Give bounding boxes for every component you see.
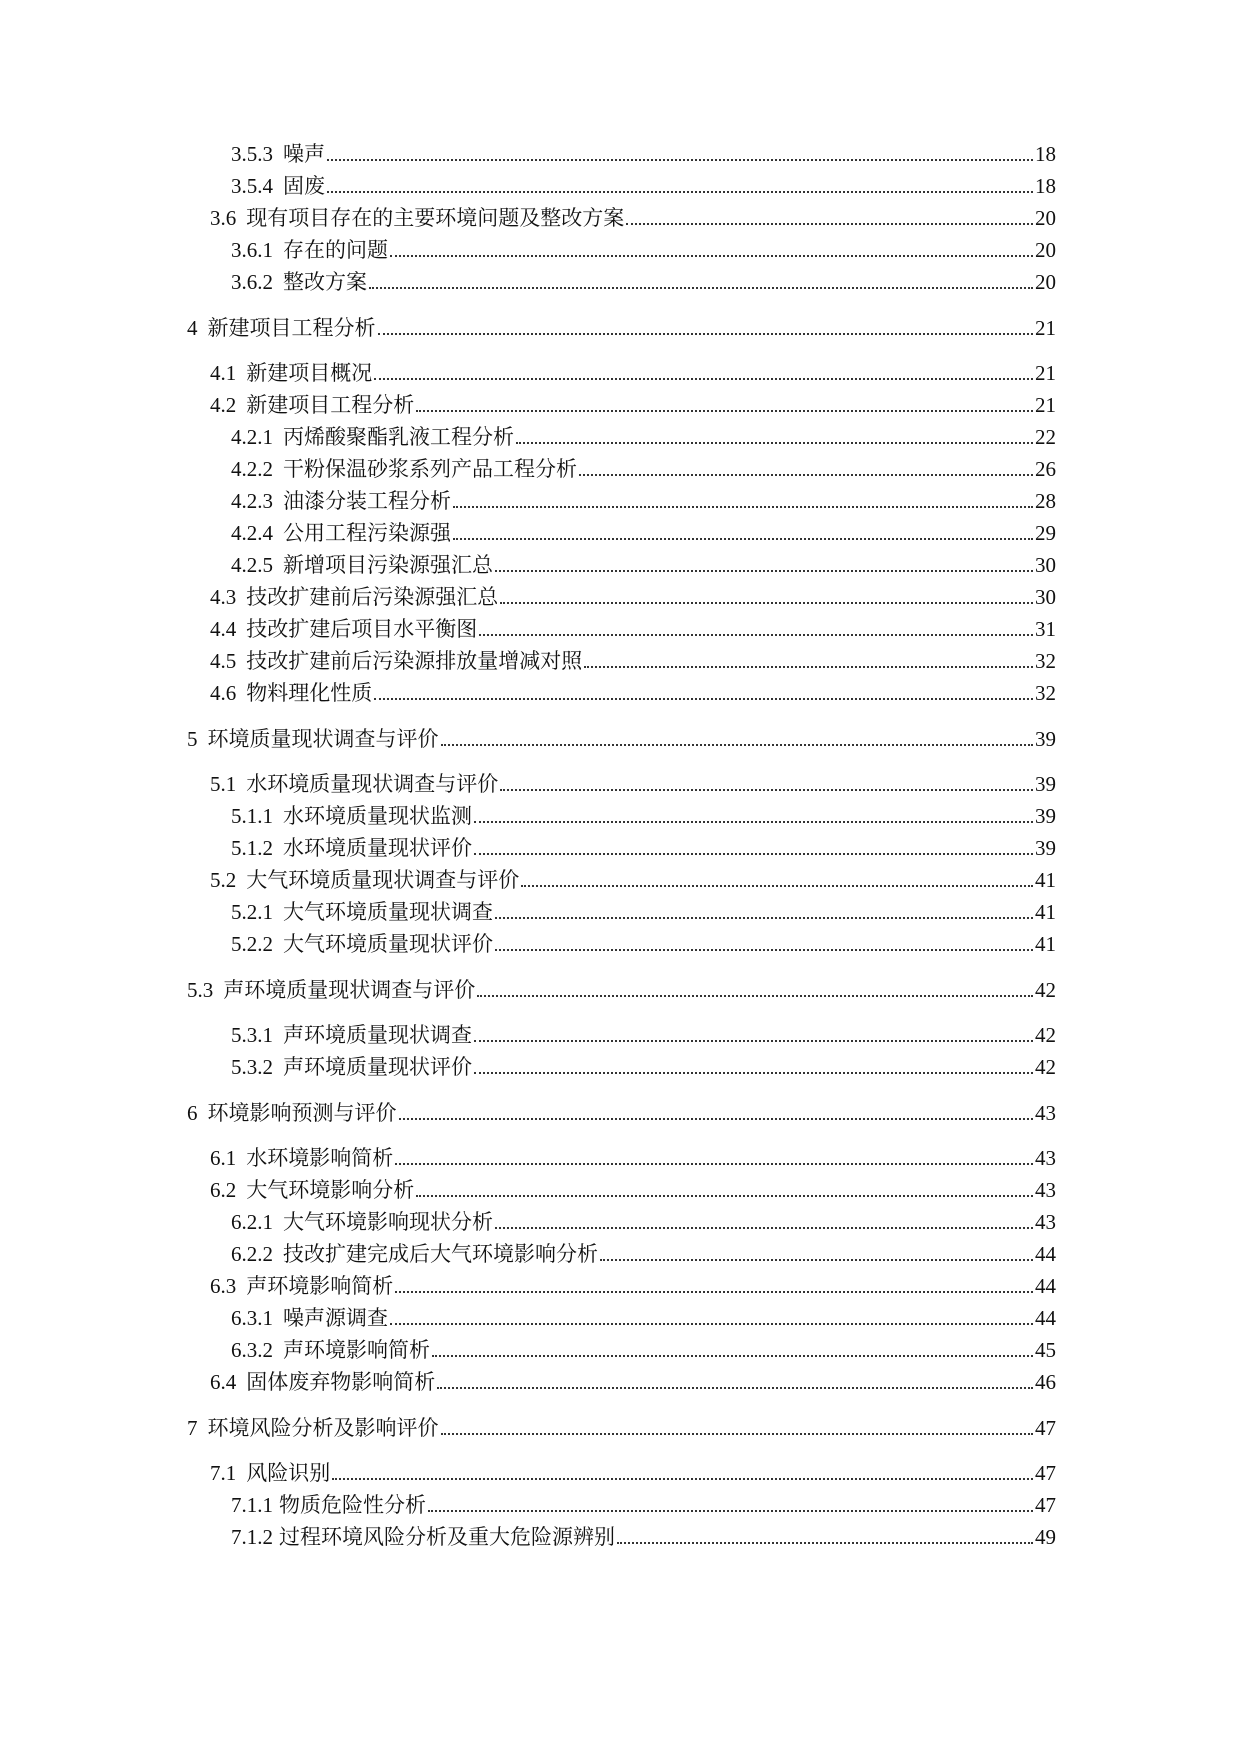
toc-entry[interactable] bbox=[210, 388, 1056, 418]
toc-entry[interactable] bbox=[231, 233, 1056, 263]
toc-entry-page: 30 bbox=[1035, 553, 1056, 577]
toc-entry-title: 水环境质量现状评价 bbox=[283, 836, 472, 860]
toc-entry-number: 6.4 bbox=[210, 1370, 237, 1394]
toc-dot-leader bbox=[521, 883, 1033, 887]
toc-entry-title: 大气环境影响现状分析 bbox=[283, 1210, 493, 1234]
toc-dot-leader bbox=[495, 568, 1033, 572]
toc-entry-title: 整改方案 bbox=[283, 270, 367, 294]
toc-entry-number: 4.4 bbox=[210, 617, 237, 641]
toc-dot-leader bbox=[374, 696, 1033, 700]
toc-entry[interactable] bbox=[210, 1365, 1056, 1395]
toc-entry-number: 5.1 bbox=[210, 772, 237, 796]
toc-entry-page: 43 bbox=[1035, 1146, 1056, 1170]
toc-entry-page: 20 bbox=[1035, 206, 1056, 230]
toc-entry-page: 39 bbox=[1035, 804, 1056, 828]
toc-entry[interactable] bbox=[231, 484, 1056, 514]
toc-entry-title: 噪声源调查 bbox=[283, 1306, 388, 1330]
toc-entry[interactable] bbox=[210, 201, 1056, 231]
toc-entry[interactable] bbox=[231, 420, 1056, 450]
toc-dot-leader bbox=[332, 1476, 1033, 1480]
toc-dot-leader bbox=[327, 189, 1033, 193]
toc-entry-page: 42 bbox=[1035, 978, 1056, 1002]
toc-entry[interactable] bbox=[210, 1141, 1056, 1171]
toc-dot-leader bbox=[416, 1193, 1033, 1197]
toc-entry-page: 18 bbox=[1035, 174, 1056, 198]
toc-entry-page: 18 bbox=[1035, 142, 1056, 166]
toc-entry-page: 32 bbox=[1035, 649, 1056, 673]
toc-entry-title: 大气环境质量现状评价 bbox=[283, 932, 493, 956]
toc-dot-leader bbox=[437, 1385, 1033, 1389]
toc-entry-title: 声环境质量现状评价 bbox=[283, 1055, 472, 1079]
toc-entry[interactable] bbox=[187, 973, 1056, 1003]
toc-entry-number: 3.6.1 bbox=[231, 238, 273, 262]
toc-entry-number: 6.2 bbox=[210, 1178, 237, 1202]
toc-entry-title: 物质危险性分析 bbox=[279, 1493, 426, 1517]
toc-entry-number: 3.6.2 bbox=[231, 270, 273, 294]
toc-entry-number: 7.1.2 bbox=[231, 1525, 273, 1549]
toc-dot-leader bbox=[416, 408, 1033, 412]
toc-entry-page: 43 bbox=[1035, 1101, 1056, 1125]
toc-entry-page: 47 bbox=[1035, 1461, 1056, 1485]
toc-entry-page: 47 bbox=[1035, 1416, 1056, 1440]
toc-entry-title: 环境影响预测与评价 bbox=[207, 1101, 397, 1125]
toc-entry[interactable] bbox=[231, 137, 1056, 167]
toc-entry-page: 41 bbox=[1035, 868, 1056, 892]
toc-entry-number: 4.2.1 bbox=[231, 425, 273, 449]
toc-entry[interactable] bbox=[231, 1205, 1056, 1235]
toc-entry-title: 物料理化性质 bbox=[246, 681, 373, 705]
toc-dot-leader bbox=[617, 1540, 1033, 1544]
toc-entry-title: 大气环境质量现状调查 bbox=[283, 900, 493, 924]
toc-entry-page: 28 bbox=[1035, 489, 1056, 513]
toc-entry-title: 干粉保温砂浆系列产品工程分析 bbox=[283, 457, 577, 481]
toc-entry[interactable] bbox=[231, 799, 1056, 829]
toc-entry-page: 30 bbox=[1035, 585, 1056, 609]
toc-entry-page: 42 bbox=[1035, 1055, 1056, 1079]
toc-dot-leader bbox=[500, 787, 1033, 791]
toc-entry-number: 5.3.1 bbox=[231, 1023, 273, 1047]
toc-entry-title: 新增项目污染源强汇总 bbox=[283, 553, 493, 577]
toc-entry[interactable] bbox=[187, 1096, 1056, 1126]
toc-entry[interactable] bbox=[231, 1333, 1056, 1363]
toc-dot-leader bbox=[477, 993, 1033, 997]
toc-entry-title: 新建项目工程分析 bbox=[246, 393, 415, 417]
toc-entry-title: 油漆分装工程分析 bbox=[283, 489, 451, 513]
toc-entry-page: 22 bbox=[1035, 425, 1056, 449]
toc-entry-number: 6.3 bbox=[210, 1274, 237, 1298]
toc-entry-title: 水环境质量现状调查与评价 bbox=[246, 772, 499, 796]
toc-entry-page: 29 bbox=[1035, 521, 1056, 545]
toc-entry-page: 20 bbox=[1035, 238, 1056, 262]
toc-entry-number: 5.2.1 bbox=[231, 900, 273, 924]
toc-dot-leader bbox=[327, 157, 1033, 161]
toc-dot-leader bbox=[374, 376, 1033, 380]
toc-entry[interactable] bbox=[210, 356, 1056, 386]
toc-entry-number: 4.2 bbox=[210, 393, 237, 417]
toc-entry-page: 39 bbox=[1035, 772, 1056, 796]
toc-entry-title: 丙烯酸聚酯乳液工程分析 bbox=[283, 425, 514, 449]
toc-dot-leader bbox=[378, 331, 1034, 335]
toc-entry-number: 5.3 bbox=[187, 978, 214, 1002]
toc-entry-number: 6.3.1 bbox=[231, 1306, 273, 1330]
toc-dot-leader bbox=[441, 742, 1034, 746]
toc-dot-leader bbox=[390, 253, 1033, 257]
toc-dot-leader bbox=[474, 819, 1033, 823]
toc-entry-number: 6.2.1 bbox=[231, 1210, 273, 1234]
toc-entry-title: 技改扩建前后污染源排放量增减对照 bbox=[246, 649, 583, 673]
toc-dot-leader bbox=[428, 1508, 1033, 1512]
toc-entry-number: 5.1.1 bbox=[231, 804, 273, 828]
toc-entry[interactable] bbox=[231, 1018, 1056, 1048]
toc-entry-title: 新建项目工程分析 bbox=[207, 316, 376, 340]
toc-entry[interactable] bbox=[210, 676, 1056, 706]
toc-entry[interactable] bbox=[187, 722, 1056, 752]
toc-entry-title: 新建项目概况 bbox=[246, 361, 373, 385]
toc-entry-title: 现有项目存在的主要环境问题及整改方案 bbox=[246, 206, 625, 230]
toc-entry-number: 6.2.2 bbox=[231, 1242, 273, 1266]
toc-entry-page: 41 bbox=[1035, 900, 1056, 924]
toc-entry-page: 39 bbox=[1035, 727, 1056, 751]
toc-dot-leader bbox=[369, 285, 1033, 289]
toc-entry-number: 7.1 bbox=[210, 1461, 237, 1485]
toc-entry-number: 4.2.5 bbox=[231, 553, 273, 577]
toc-entry-page: 49 bbox=[1035, 1525, 1056, 1549]
toc-entry-page: 44 bbox=[1035, 1274, 1056, 1298]
toc-dot-leader bbox=[516, 440, 1033, 444]
toc-entry[interactable] bbox=[231, 169, 1056, 199]
toc-dot-leader bbox=[395, 1289, 1033, 1293]
toc-entry-number: 4.2.3 bbox=[231, 489, 273, 513]
toc-entry-title: 声环境质量现状调查 bbox=[283, 1023, 472, 1047]
toc-entry-title: 存在的问题 bbox=[283, 238, 388, 262]
toc-entry-number: 7.1.1 bbox=[231, 1493, 273, 1517]
toc-entry-number: 5 bbox=[187, 727, 198, 751]
toc-entry-page: 44 bbox=[1035, 1306, 1056, 1330]
toc-dot-leader bbox=[479, 632, 1033, 636]
toc-entry-number: 4 bbox=[187, 316, 198, 340]
toc-dot-leader bbox=[500, 600, 1033, 604]
toc-entry[interactable] bbox=[231, 1520, 1056, 1550]
toc-dot-leader bbox=[474, 1038, 1033, 1042]
toc-entry[interactable] bbox=[210, 612, 1056, 642]
toc-entry-title: 固体废弃物影响简析 bbox=[246, 1370, 436, 1394]
toc-entry-number: 6 bbox=[187, 1101, 198, 1125]
toc-entry-page: 46 bbox=[1035, 1370, 1056, 1394]
toc-dot-leader bbox=[579, 472, 1033, 476]
toc-entry[interactable] bbox=[231, 927, 1056, 957]
toc-entry-page: 45 bbox=[1035, 1338, 1056, 1362]
toc-entry[interactable] bbox=[231, 1237, 1056, 1267]
toc-entry[interactable] bbox=[187, 1411, 1056, 1441]
toc-dot-leader bbox=[441, 1431, 1034, 1435]
toc-entry-page: 21 bbox=[1035, 393, 1056, 417]
toc-dot-leader bbox=[432, 1353, 1033, 1357]
toc-entry-number: 6.1 bbox=[210, 1146, 237, 1170]
toc-entry-title: 技改扩建前后污染源强汇总 bbox=[246, 585, 499, 609]
toc-entry-title: 技改扩建完成后大气环境影响分析 bbox=[283, 1242, 598, 1266]
toc-entry-title: 公用工程污染源强 bbox=[283, 521, 451, 545]
toc-entry-number: 5.2.2 bbox=[231, 932, 273, 956]
toc-entry-page: 43 bbox=[1035, 1210, 1056, 1234]
toc-entry-number: 7 bbox=[187, 1416, 198, 1440]
toc-entry-number: 5.1.2 bbox=[231, 836, 273, 860]
toc-entry[interactable] bbox=[210, 767, 1056, 797]
toc-entry-number: 3.5.3 bbox=[231, 142, 273, 166]
toc-entry[interactable] bbox=[231, 1050, 1056, 1080]
toc-entry-page: 41 bbox=[1035, 932, 1056, 956]
toc-entry[interactable] bbox=[231, 895, 1056, 925]
toc-dot-leader bbox=[390, 1321, 1033, 1325]
toc-entry-page: 39 bbox=[1035, 836, 1056, 860]
toc-dot-leader bbox=[600, 1257, 1033, 1261]
toc-entry-title: 大气环境影响分析 bbox=[246, 1178, 415, 1202]
toc-entry[interactable] bbox=[210, 863, 1056, 893]
toc-entry[interactable] bbox=[231, 265, 1056, 295]
toc-dot-leader bbox=[474, 851, 1033, 855]
toc-entry-title: 声环境影响简析 bbox=[246, 1274, 394, 1298]
toc-dot-leader bbox=[495, 1225, 1033, 1229]
toc-dot-leader bbox=[399, 1116, 1034, 1120]
toc-entry[interactable] bbox=[231, 452, 1056, 482]
toc-entry-number: 4.3 bbox=[210, 585, 237, 609]
toc-entry[interactable] bbox=[210, 1269, 1056, 1299]
toc-entry-title: 水环境影响简析 bbox=[246, 1146, 394, 1170]
toc-entry[interactable] bbox=[210, 580, 1056, 610]
toc-dot-leader bbox=[495, 915, 1033, 919]
toc-entry-title: 声环境质量现状调查与评价 bbox=[223, 978, 476, 1002]
toc-dot-leader bbox=[584, 664, 1033, 668]
toc-entry-page: 44 bbox=[1035, 1242, 1056, 1266]
toc-entry[interactable] bbox=[231, 1301, 1056, 1331]
toc-entry-title: 水环境质量现状监测 bbox=[283, 804, 472, 828]
toc-dot-leader bbox=[453, 536, 1033, 540]
toc-entry-page: 32 bbox=[1035, 681, 1056, 705]
toc-entry-page: 42 bbox=[1035, 1023, 1056, 1047]
toc-dot-leader bbox=[395, 1161, 1033, 1165]
toc-entry-number: 6.3.2 bbox=[231, 1338, 273, 1362]
toc-entry[interactable] bbox=[231, 516, 1056, 546]
toc-entry-title: 技改扩建后项目水平衡图 bbox=[246, 617, 478, 641]
toc-entry-title: 环境质量现状调查与评价 bbox=[207, 727, 439, 751]
toc-dot-leader bbox=[474, 1070, 1033, 1074]
toc-entry-page: 43 bbox=[1035, 1178, 1056, 1202]
toc-dot-leader bbox=[453, 504, 1033, 508]
toc-entry-page: 47 bbox=[1035, 1493, 1056, 1517]
toc-dot-leader bbox=[626, 221, 1033, 225]
toc-entry[interactable] bbox=[210, 1456, 1056, 1486]
toc-entry-number: 3.5.4 bbox=[231, 174, 273, 198]
toc-entry-title: 过程环境风险分析及重大危险源辨别 bbox=[279, 1525, 615, 1549]
toc-entry[interactable] bbox=[231, 831, 1056, 861]
toc-entry[interactable] bbox=[210, 1173, 1056, 1203]
toc-entry-number: 3.6 bbox=[210, 206, 237, 230]
toc-entry[interactable] bbox=[231, 1488, 1056, 1518]
toc-entry-title: 环境风险分析及影响评价 bbox=[207, 1416, 439, 1440]
toc-entry-page: 31 bbox=[1035, 617, 1056, 641]
toc-entry-title: 声环境影响简析 bbox=[283, 1338, 430, 1362]
toc-dot-leader bbox=[495, 947, 1033, 951]
toc-entry-page: 21 bbox=[1035, 361, 1056, 385]
toc-entry-number: 4.5 bbox=[210, 649, 237, 673]
toc-entry-title: 风险识别 bbox=[246, 1461, 331, 1485]
toc-entry-title: 噪声 bbox=[283, 142, 325, 166]
toc-entry-page: 20 bbox=[1035, 270, 1056, 294]
toc-entry[interactable] bbox=[187, 311, 1056, 341]
toc-entry[interactable] bbox=[231, 548, 1056, 578]
toc-entry-number: 4.6 bbox=[210, 681, 237, 705]
toc-entry[interactable] bbox=[210, 644, 1056, 674]
toc-entry-number: 5.3.2 bbox=[231, 1055, 273, 1079]
toc-entry-page: 21 bbox=[1035, 316, 1056, 340]
toc-entry-title: 固废 bbox=[283, 174, 325, 198]
toc-entry-number: 4.2.2 bbox=[231, 457, 273, 481]
toc-entry-number: 4.2.4 bbox=[231, 521, 273, 545]
toc-entry-page: 26 bbox=[1035, 457, 1056, 481]
toc-entry-number: 4.1 bbox=[210, 361, 237, 385]
toc-entry-number: 5.2 bbox=[210, 868, 237, 892]
toc-entry-title: 大气环境质量现状调查与评价 bbox=[246, 868, 520, 892]
